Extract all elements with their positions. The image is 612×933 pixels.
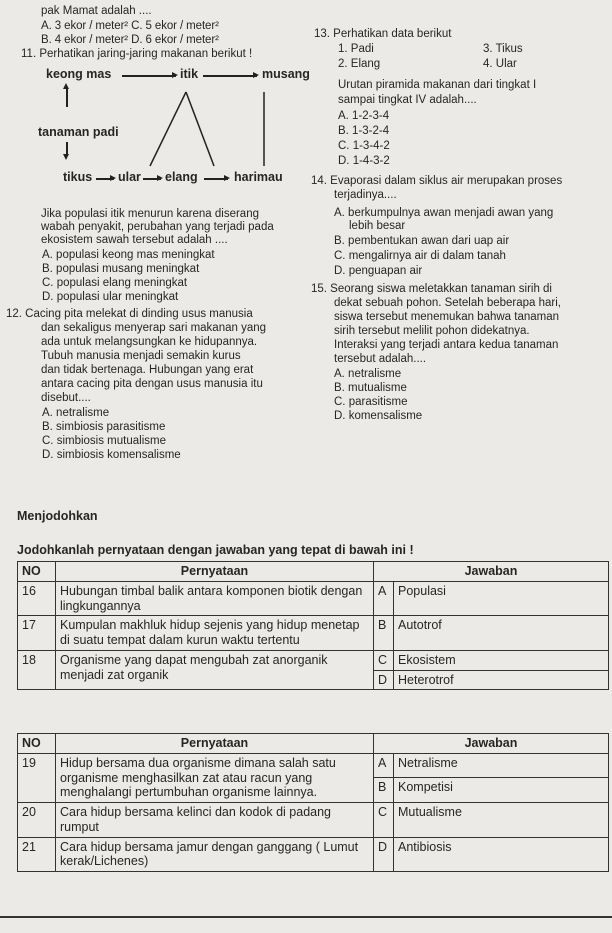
table1-head-answer: Jawaban <box>374 562 609 582</box>
q11-option-a: A. populasi keong mas meningkat <box>42 249 215 261</box>
table2-row-no: 19 <box>18 753 56 802</box>
q13-item-4: 4. Ular <box>483 58 517 70</box>
q12-option-b: B. simbiosis parasitisme <box>42 421 166 433</box>
node-elang: elang <box>165 170 198 184</box>
q11-text-1: Jika populasi itik menurun karena diserang <box>41 208 259 220</box>
section-instruction: Jodohkanlah pernyataan dengan jawaban yang tepat di bawah ini ! <box>17 543 414 557</box>
q13-item-3: 3. Tikus <box>483 43 523 55</box>
q14-text-2: terjadinya.... <box>334 189 397 201</box>
q12-text-3: ada untuk melangsungkan ke hidupannya. <box>41 336 258 348</box>
table1-answer-text: Populasi <box>394 581 609 616</box>
q14-option-c: C. mengalirnya air di dalam tanah <box>334 250 506 262</box>
q13-option-d: D. 1-4-3-2 <box>338 155 390 167</box>
table2-head-statement: Pernyataan <box>56 734 374 754</box>
q11-text-3: ekosistem sawah tersebut adalah .... <box>41 234 228 246</box>
table1-answer-letter: D <box>374 670 394 690</box>
table2-answer-letter: B <box>374 778 394 803</box>
table2-row-text: Cara hidup bersama jamur dengan ganggang ( Lumut kerak/Lichenes) <box>56 837 374 872</box>
q10-option-bd: B. 4 ekor / meter² D. 6 ekor / meter² <box>41 34 219 46</box>
q15-option-a: A. netralisme <box>334 368 402 380</box>
table1-row-no: 17 <box>18 616 56 651</box>
q13-option-a: A. 1-2-3-4 <box>338 110 390 122</box>
q13-option-c: C. 1-3-4-2 <box>338 140 390 152</box>
node-keong-mas: keong mas <box>46 67 112 81</box>
table2-head-answer: Jawaban <box>374 734 609 754</box>
q15-option-d: D. komensalisme <box>334 410 423 422</box>
q14-option-a-cont: lebih besar <box>349 220 406 232</box>
q13-option-b: B. 1-3-2-4 <box>338 125 390 137</box>
q11-option-b: B. populasi musang meningkat <box>42 263 200 275</box>
matching-table-1 <box>17 561 609 690</box>
table1-row-no: 16 <box>18 581 56 616</box>
q15-text-5: Interaksi yang terjadi antara kedua tanaman <box>334 339 559 351</box>
table2-row-no: 21 <box>18 837 56 872</box>
q12-text-4: Tubuh manusia menjadi semakin kurus <box>41 350 241 362</box>
q15-text-4: sirih tersebut melilit pohon didekatnya. <box>334 325 530 337</box>
food-web-lines <box>0 0 300 200</box>
table2-row-text: Hidup bersama dua organisme dimana salah satu organisme menghasilkan zat atau racun yang menghalangi pertumbuhan organisme lainnya. <box>56 753 374 802</box>
table1-head-no: NO <box>18 562 56 582</box>
table1-answer-letter: A <box>374 581 394 616</box>
q12-option-a: A. netralisme <box>42 407 110 419</box>
node-tikus: tikus <box>63 170 93 184</box>
q15-text-6: tersebut adalah.... <box>334 353 427 365</box>
section-heading: Menjodohkan <box>17 509 98 523</box>
bottom-rule <box>0 916 612 918</box>
table2-answer-text: Kompetisi <box>394 778 609 803</box>
q15-option-c: C. parasitisme <box>334 396 408 408</box>
table1-answer-text: Autotrof <box>394 616 609 651</box>
table1-answer-letter: B <box>374 616 394 651</box>
table2-answer-text: Netralisme <box>394 753 609 778</box>
q10-option-ac: A. 3 ekor / meter² C. 5 ekor / meter² <box>41 20 219 32</box>
node-harimau: harimau <box>234 170 283 184</box>
table2-answer-letter: D <box>374 837 394 872</box>
q14-option-b: B. pembentukan awan dari uap air <box>334 235 510 247</box>
q15-option-b: B. mutualisme <box>334 382 407 394</box>
q13-item-1: 1. Padi <box>338 43 374 55</box>
q13-text-1: Urutan piramida makanan dari tingkat I <box>338 79 537 91</box>
q10-tail: pak Mamat adalah .... <box>41 5 152 17</box>
matching-table-2 <box>17 733 609 872</box>
table1-answer-text: Heterotrof <box>394 670 609 690</box>
table1-answer-text: Ekosistem <box>394 650 609 670</box>
q12-text-5: dan tidak bertenaga. Hubungan yang erat <box>41 364 254 376</box>
table1-row-text: Kumpulan makhluk hidup sejenis yang hidup menetap di suatu tempat dalam kurun waktu tertentu <box>56 616 374 651</box>
q14-option-a: A. berkumpulnya awan menjadi awan yang <box>334 207 554 219</box>
table2-row-text: Cara hidup bersama kelinci dan kodok di padang rumput <box>56 803 374 838</box>
table2-head-no: NO <box>18 734 56 754</box>
q11-option-c: C. populasi elang meningkat <box>42 277 188 289</box>
q15-text-1: 15. Seorang siswa meletakkan tanaman sirih di <box>311 283 552 295</box>
q11-title: 11. Perhatikan jaring-jaring makanan berikut ! <box>21 48 253 60</box>
q15-text-3: siswa tersebut menemukan bahwa tanaman <box>334 311 560 323</box>
table2-row-no: 20 <box>18 803 56 838</box>
table2-answer-letter: C <box>374 803 394 838</box>
q12-text-1: 12. Cacing pita melekat di dinding usus manusia <box>6 308 253 320</box>
q12-text-2: dan sekaligus menyerap sari makanan yang <box>41 322 267 334</box>
q12-option-c: C. simbiosis mutualisme <box>42 435 166 447</box>
table1-row-no: 18 <box>18 650 56 690</box>
q13-text-2: sampai tingkat IV adalah.... <box>338 94 477 106</box>
q15-text-2: dekat sebuah pohon. Setelah beberapa hari, <box>334 297 561 309</box>
table2-answer-text: Antibiosis <box>394 837 609 872</box>
line-itik-to-elang <box>186 92 214 166</box>
node-musang: musang <box>262 67 310 81</box>
table1-row-text: Hubungan timbal balik antara komponen biotik dengan lingkungannya <box>56 581 374 616</box>
q13-title: 13. Perhatikan data berikut <box>314 28 452 40</box>
q12-text-6: antara cacing pita dengan usus manusia itu <box>41 378 263 390</box>
table2-answer-text: Mutualisme <box>394 803 609 838</box>
q13-item-2: 2. Elang <box>338 58 381 70</box>
q12-text-7: disebut.... <box>41 392 91 404</box>
q14-option-d: D. penguapan air <box>334 265 423 277</box>
line-itik-to-ular <box>150 92 186 166</box>
q11-option-d: D. populasi ular meningkat <box>42 291 179 303</box>
q12-option-d: D. simbiosis komensalisme <box>42 449 181 461</box>
node-itik: itik <box>180 67 199 81</box>
q11-text-2: wabah penyakit, perubahan yang terjadi pada <box>41 221 274 233</box>
table1-head-statement: Pernyataan <box>56 562 374 582</box>
table1-answer-letter: C <box>374 650 394 670</box>
table1-row-text: Organisme yang dapat mengubah zat anorganik menjadi zat organik <box>56 650 374 690</box>
table2-answer-letter: A <box>374 753 394 778</box>
q14-text-1: 14. Evaporasi dalam siklus air merupakan proses <box>311 175 563 187</box>
node-ular: ular <box>118 170 141 184</box>
node-tanaman-padi: tanaman padi <box>38 125 119 139</box>
